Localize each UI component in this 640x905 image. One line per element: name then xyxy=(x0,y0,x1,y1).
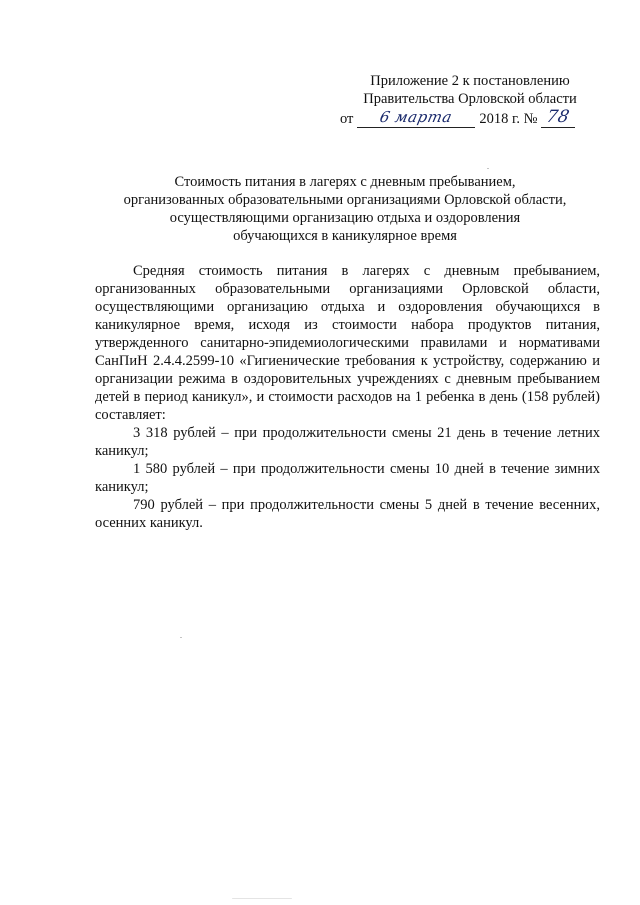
appendix-line-1: Приложение 2 к постановлению xyxy=(370,73,570,89)
intro-paragraph: Средняя стоимость питания в лагерях с дневным пребыванием, организованных образовательными организациями Орловской области, осуществляющими организацию отдыха и оздоровления обучающихся в каникулярное время, исходя из стоимости набора продуктов питания, утвержденного санитарно-эпидемиологическими правилами и нормативами СанПиН 2.4.4.2599-10 «Гигиенические требования к устройству, содержанию и организации режима в оздоровительных учреждениях с дневным пребыванием детей в период каникул», и стоимости расходов на 1 ребенка в день (158 рублей) составляет: xyxy=(95,263,600,423)
scan-speck xyxy=(180,637,182,638)
title-line-4: обучающихся в каникулярное время xyxy=(233,228,457,244)
document-body xyxy=(95,262,600,532)
appendix-line-2: Правительства Орловской области xyxy=(363,91,577,107)
scan-speck xyxy=(232,898,292,899)
scan-speck xyxy=(487,168,489,169)
winter-cost-item: 1 580 рублей – при продолжительности смены 10 дней в течение зимних каникул; xyxy=(95,461,600,495)
year-number-label: 2018 г. № xyxy=(479,111,538,127)
title-line-3: осуществляющими организацию отдыха и оздоровления xyxy=(169,210,521,226)
summer-cost-item: 3 318 рублей – при продолжительности смены 21 день в течение летних каникул; xyxy=(95,425,600,459)
date-number-line xyxy=(340,109,600,128)
document-title xyxy=(95,173,595,245)
spring-autumn-cost-item: 790 рублей – при продолжительности смены 5 дней в течение весенних, осенних каникул. xyxy=(95,497,600,531)
date-field xyxy=(357,109,475,128)
number-field xyxy=(541,109,575,128)
from-label: от xyxy=(340,111,354,127)
handwritten-number: 78 xyxy=(544,107,572,127)
appendix-header xyxy=(340,72,600,128)
title-line-2: организованных образовательными организациями Орловской области, xyxy=(123,192,567,208)
handwritten-date: 6 марта xyxy=(378,108,455,126)
title-line-1: Стоимость питания в лагерях с дневным пребыванием, xyxy=(174,174,516,190)
